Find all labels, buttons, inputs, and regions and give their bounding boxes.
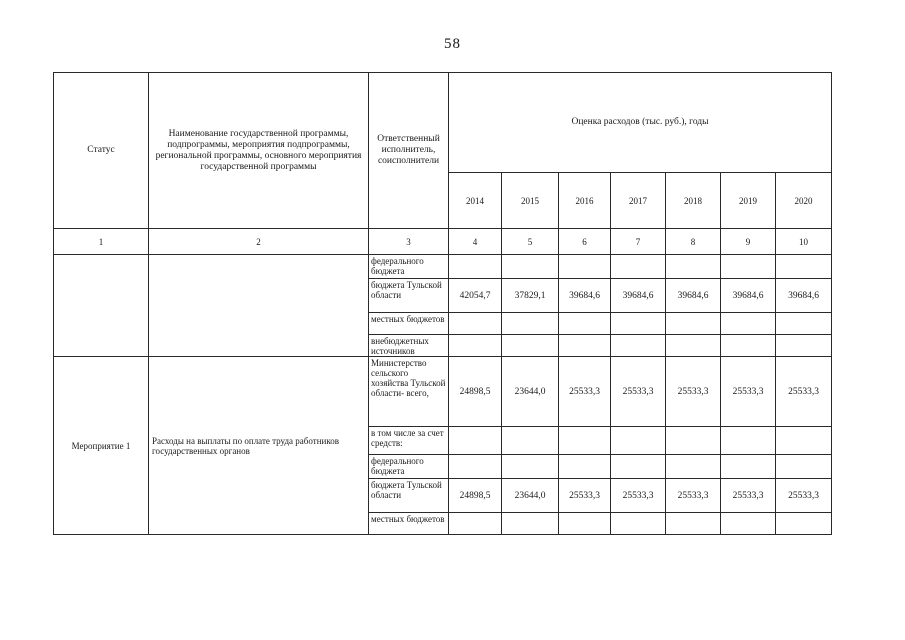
column-number: 5: [502, 229, 559, 255]
value-cell: [449, 513, 502, 535]
year-header: 2016: [559, 173, 611, 229]
value-cell: [666, 313, 721, 335]
value-cell: [449, 313, 502, 335]
value-cell: 25533,3: [559, 357, 611, 427]
value-cell: [559, 313, 611, 335]
name-cell-empty: [149, 255, 369, 357]
column-number: 7: [611, 229, 666, 255]
column-number: 1: [54, 229, 149, 255]
value-cell: 23644,0: [502, 357, 559, 427]
year-header: 2015: [502, 173, 559, 229]
value-cell: 25533,3: [721, 357, 776, 427]
budget-table: [53, 72, 832, 535]
value-cell: [449, 255, 502, 279]
column-numbers-row: [54, 229, 832, 255]
column-number: 2: [149, 229, 369, 255]
column-number: 6: [559, 229, 611, 255]
status-header: Статус: [54, 73, 149, 229]
value-cell: [559, 255, 611, 279]
value-cell: [721, 513, 776, 535]
value-cell: [559, 455, 611, 479]
value-cell: 39684,6: [776, 279, 832, 313]
value-cell: [611, 513, 666, 535]
value-cell: [449, 335, 502, 357]
value-cell: [666, 455, 721, 479]
value-cell: 25533,3: [721, 479, 776, 513]
year-header: 2020: [776, 173, 832, 229]
column-number: 4: [449, 229, 502, 255]
column-number: 9: [721, 229, 776, 255]
funding-source: внебюджетных источников: [369, 335, 449, 357]
year-header: 2014: [449, 173, 502, 229]
value-cell: [611, 335, 666, 357]
value-cell: 24898,5: [449, 479, 502, 513]
value-cell: [666, 255, 721, 279]
value-cell: 25533,3: [776, 357, 832, 427]
value-cell: 25533,3: [611, 357, 666, 427]
value-cell: 25533,3: [666, 479, 721, 513]
value-cell: [666, 335, 721, 357]
value-cell: [611, 313, 666, 335]
value-cell: 25533,3: [559, 479, 611, 513]
header-row: [54, 73, 832, 173]
value-cell: [502, 255, 559, 279]
table-row: [54, 255, 832, 279]
activity-status: Мероприятие 1: [54, 357, 149, 535]
value-cell: 24898,5: [449, 357, 502, 427]
activity-name: Расходы на выплаты по оплате труда работников государственных органов: [149, 357, 369, 535]
value-cell: [559, 513, 611, 535]
value-cell: [776, 427, 832, 455]
program-name-header: Наименование государственной программы, подпрограммы, мероприятия подпрограммы, региональной программы, основного мероприятия государственной программы: [149, 73, 369, 229]
value-cell: 25533,3: [776, 479, 832, 513]
year-header: 2019: [721, 173, 776, 229]
column-number: 3: [369, 229, 449, 255]
page-number: 58: [444, 36, 461, 52]
funding-source: федерального бюджета: [369, 255, 449, 279]
value-cell: 39684,6: [559, 279, 611, 313]
status-cell-empty: [54, 255, 149, 357]
value-cell: [559, 427, 611, 455]
value-cell: [502, 427, 559, 455]
estimate-header: Оценка расходов (тыс. руб.), годы: [449, 73, 832, 173]
value-cell: [502, 313, 559, 335]
column-number: 10: [776, 229, 832, 255]
value-cell: [666, 427, 721, 455]
value-cell: [776, 255, 832, 279]
value-cell: [721, 427, 776, 455]
value-cell: 25533,3: [611, 479, 666, 513]
value-cell: [449, 455, 502, 479]
value-cell: 25533,3: [666, 357, 721, 427]
value-cell: [721, 335, 776, 357]
year-header: 2017: [611, 173, 666, 229]
value-cell: [502, 513, 559, 535]
value-cell: [776, 455, 832, 479]
value-cell: [776, 313, 832, 335]
funding-source: местных бюджетов: [369, 313, 449, 335]
value-cell: [666, 513, 721, 535]
responsible-header: Ответственный исполнитель, соисполнители: [369, 73, 449, 229]
year-header: 2018: [666, 173, 721, 229]
value-cell: [611, 255, 666, 279]
column-number: 8: [666, 229, 721, 255]
value-cell: [502, 455, 559, 479]
value-cell: [611, 427, 666, 455]
funding-source: в том числе за счет средств:: [369, 427, 449, 455]
value-cell: [721, 255, 776, 279]
value-cell: [611, 455, 666, 479]
funding-source: местных бюджетов: [369, 513, 449, 535]
value-cell: 42054,7: [449, 279, 502, 313]
funding-source: бюджета Тульской области: [369, 479, 449, 513]
funding-source: бюджета Тульской области: [369, 279, 449, 313]
table-row: [54, 357, 832, 427]
value-cell: [776, 335, 832, 357]
value-cell: [449, 427, 502, 455]
value-cell: [721, 455, 776, 479]
value-cell: [559, 335, 611, 357]
value-cell: 37829,1: [502, 279, 559, 313]
value-cell: 23644,0: [502, 479, 559, 513]
value-cell: 39684,6: [721, 279, 776, 313]
value-cell: [776, 513, 832, 535]
value-cell: 39684,6: [666, 279, 721, 313]
value-cell: 39684,6: [611, 279, 666, 313]
value-cell: [721, 313, 776, 335]
value-cell: [502, 335, 559, 357]
funding-source: Министерство сельского хозяйства Тульской области- всего,: [369, 357, 449, 427]
funding-source: федерального бюджета: [369, 455, 449, 479]
